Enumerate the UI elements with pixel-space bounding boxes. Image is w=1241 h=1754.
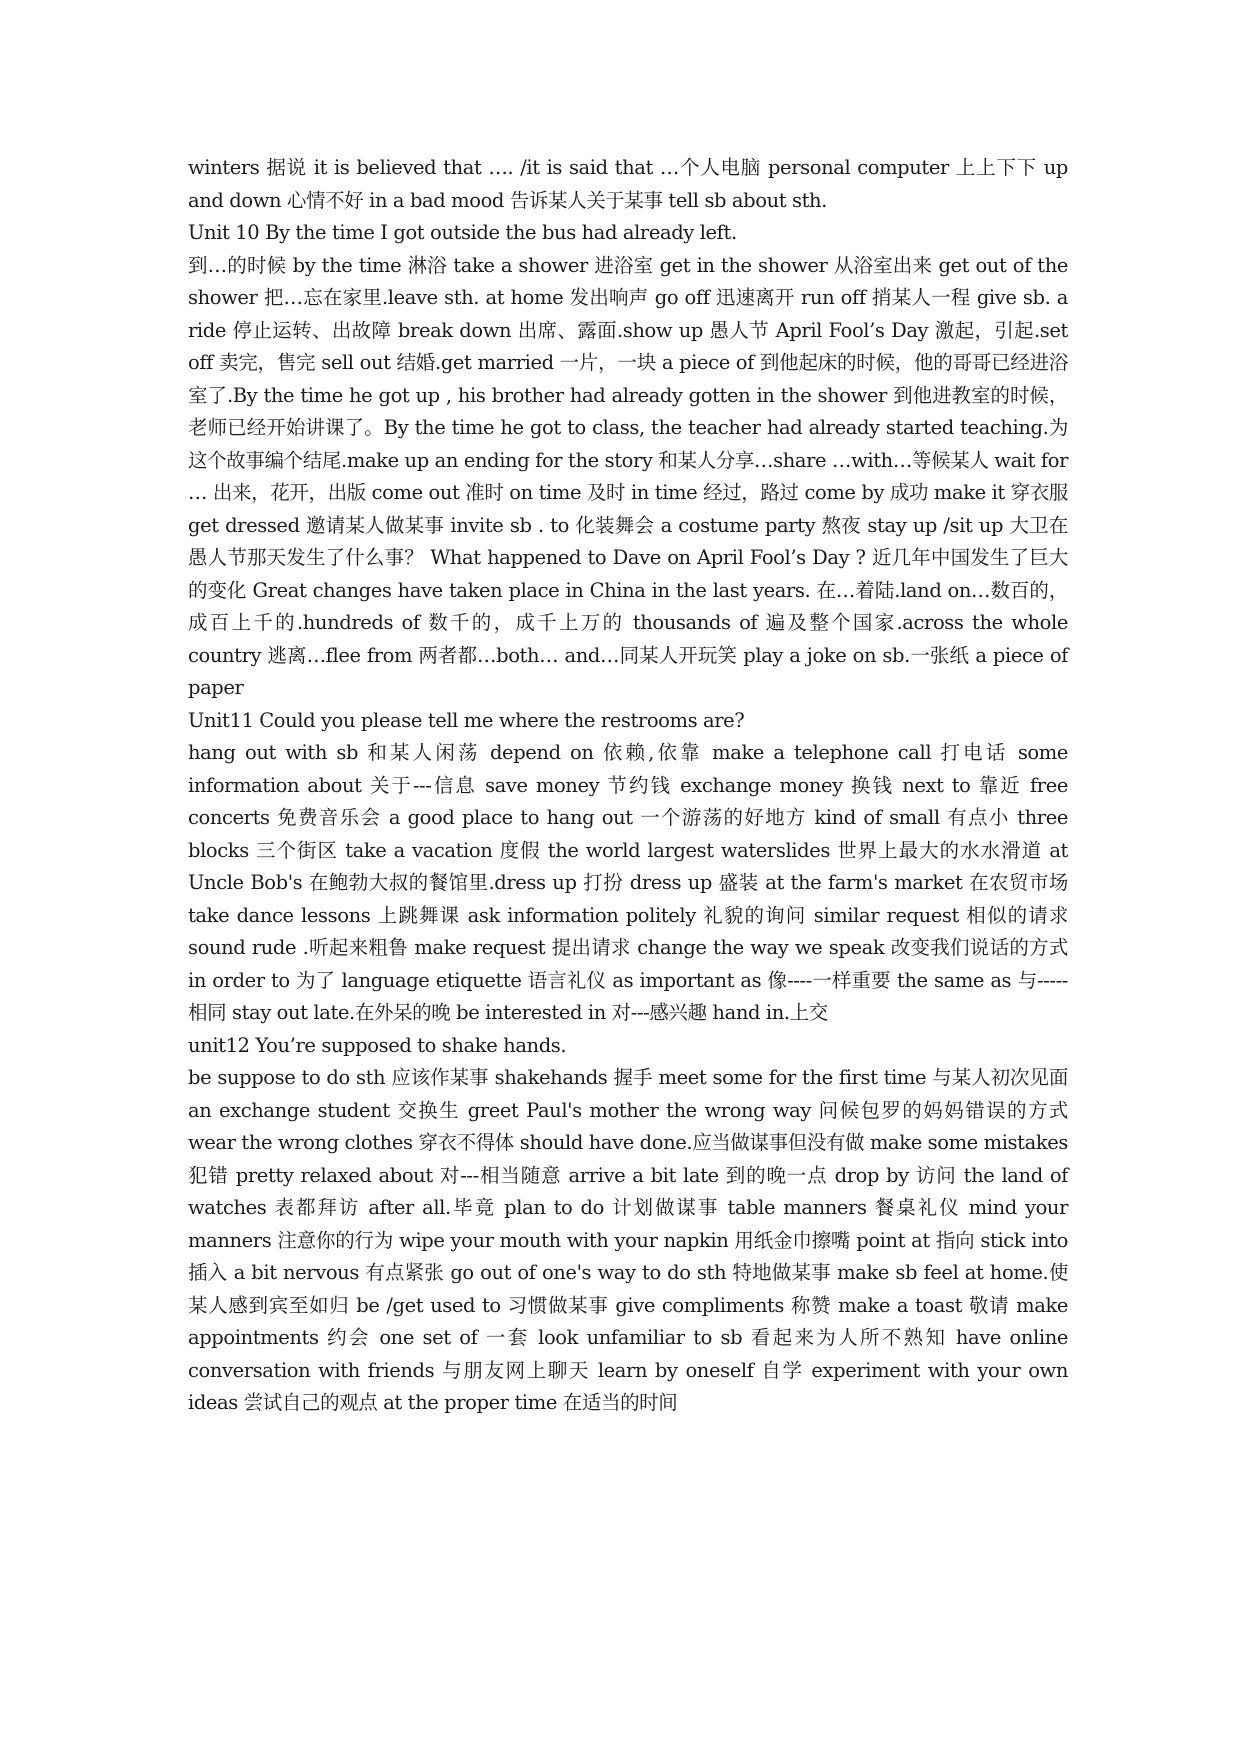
- unit-10-heading: Unit 10 By the time I got outside the bus had already left.: [188, 221, 737, 244]
- unit-11-heading: Unit11 Could you please tell me where the restrooms are?: [188, 708, 745, 732]
- vocab-paragraph-unit10: 到…的时候 by the time 淋浴 take a shower 进浴室 get in the shower 从浴室出来 get out of the shower 把…忘在家里.leave sth. at home 发出响声 go off 迅速离开 run off 捎某人一程 give sb. a ride 停止运转、出故障 break down 出席、露面.show up 愚人节 April Fool’s Day 激起，引起.set off 卖完，售完 sell out 结婚.get married 一片，一块 a piece of 到他起床的时候，他的哥哥已经进浴室了.By the time he got up , his brother had already gotten in the shower 到他进教室的时候，老师已经开始讲课了。By the time he got to class, the teacher had already started teaching.为这个故事编个结尾.make up an ending for the story 和某人分享…share …with…等候某人 wait for … 出来，花开，出版 come out 准时 on time 及时 in time 经过，路过 come by 成功 make it 穿衣服 get dressed 邀请某人做某事 invite sb . to 化装舞会 a costume party 熬夜 stay up /sit up 大卫在愚人节那天发生了什么事？ What happened to Dave on April Fool’s Day ? 近几年中国发生了巨大的变化 Great changes have taken place in China in the last years. 在…着陆.land on…数百的，成百上千的.hundreds of 数千的，成千上万的 thousands of 遍及整个国家.across the whole country 逃离…flee from 两者都…both… and…同某人开玩笑 play a joke on sb.一张纸 a piece of paper: [188, 253, 1068, 699]
- vocab-paragraph-unit9-end: winters 据说 it is believed that …. /it is said that …个人电脑 personal computer 上上下下 up and down 心情不好 in a bad mood 告诉某人关于某事 tell sb about sth.: [188, 156, 1068, 212]
- vocab-paragraph-unit12: be suppose to do sth 应该作某事 shakehands 握手 meet some for the first time 与某人初次见面 an exchange student 交换生 greet Paul's mother the wrong way 问候包罗的妈妈错误的方式 wear the wrong clothes 穿衣不得体 should have done.应当做谋事但没有做 make some mistakes 犯错 pretty relaxed about 对---相当随意 arrive a bit late 到的晚一点 drop by 访问 the land of watches 表都拜访 after all.毕竟 plan to do 计划做谋事 table manners 餐桌礼仪 mind your manners 注意你的行为 wipe your mouth with your napkin 用纸金巾擦嘴 point at 指向 stick into 插入 a bit nervous 有点紧张 go out of one's way to do sth 特地做某事 make sb feel at home.使某人感到宾至如归 be /get used to 习惯做某事 give compliments 称赞 make a toast 敬请 make appointments 约会 one set of 一套 look unfamiliar to sb 看起来为人所不熟知 have online conversation with friends 与朋友网上聊天 learn by oneself 自学 experiment with your own ideas 尝试自己的观点 at the proper time 在适当的时间: [188, 1066, 1068, 1414]
- unit-12-heading: unit12 You’re supposed to shake hands.: [188, 1033, 567, 1057]
- vocab-paragraph-unit11: hang out with sb 和某人闲荡 depend on 依赖,依靠 make a telephone call 打电话 some information about 关于---信息 save money 节约钱 exchange money 换钱 next to 靠近 free concerts 免费音乐会 a good place to hang out 一个游荡的好地方 kind of small 有点小 three blocks 三个街区 take a vacation 度假 the world largest waterslides 世界上最大的水水滑道 at Uncle Bob's 在鲍勃大叔的餐馆里.dress up 打扮 dress up 盛装 at the farm's market 在农贸市场 take dance lessons 上跳舞课 ask information politely 礼貌的询问 similar request 相似的请求 sound rude .听起来粗鲁 make request 提出请求 change the way we speak 改变我们说话的方式 in order to 为了 language etiquette 语言礼仪 as important as 像----一样重要 the same as 与-----相同 stay out late.在外呆的晚 be interested in 对---感兴趣 hand in.上交: [188, 741, 1068, 1024]
- document-page: [188, 152, 1068, 1420]
